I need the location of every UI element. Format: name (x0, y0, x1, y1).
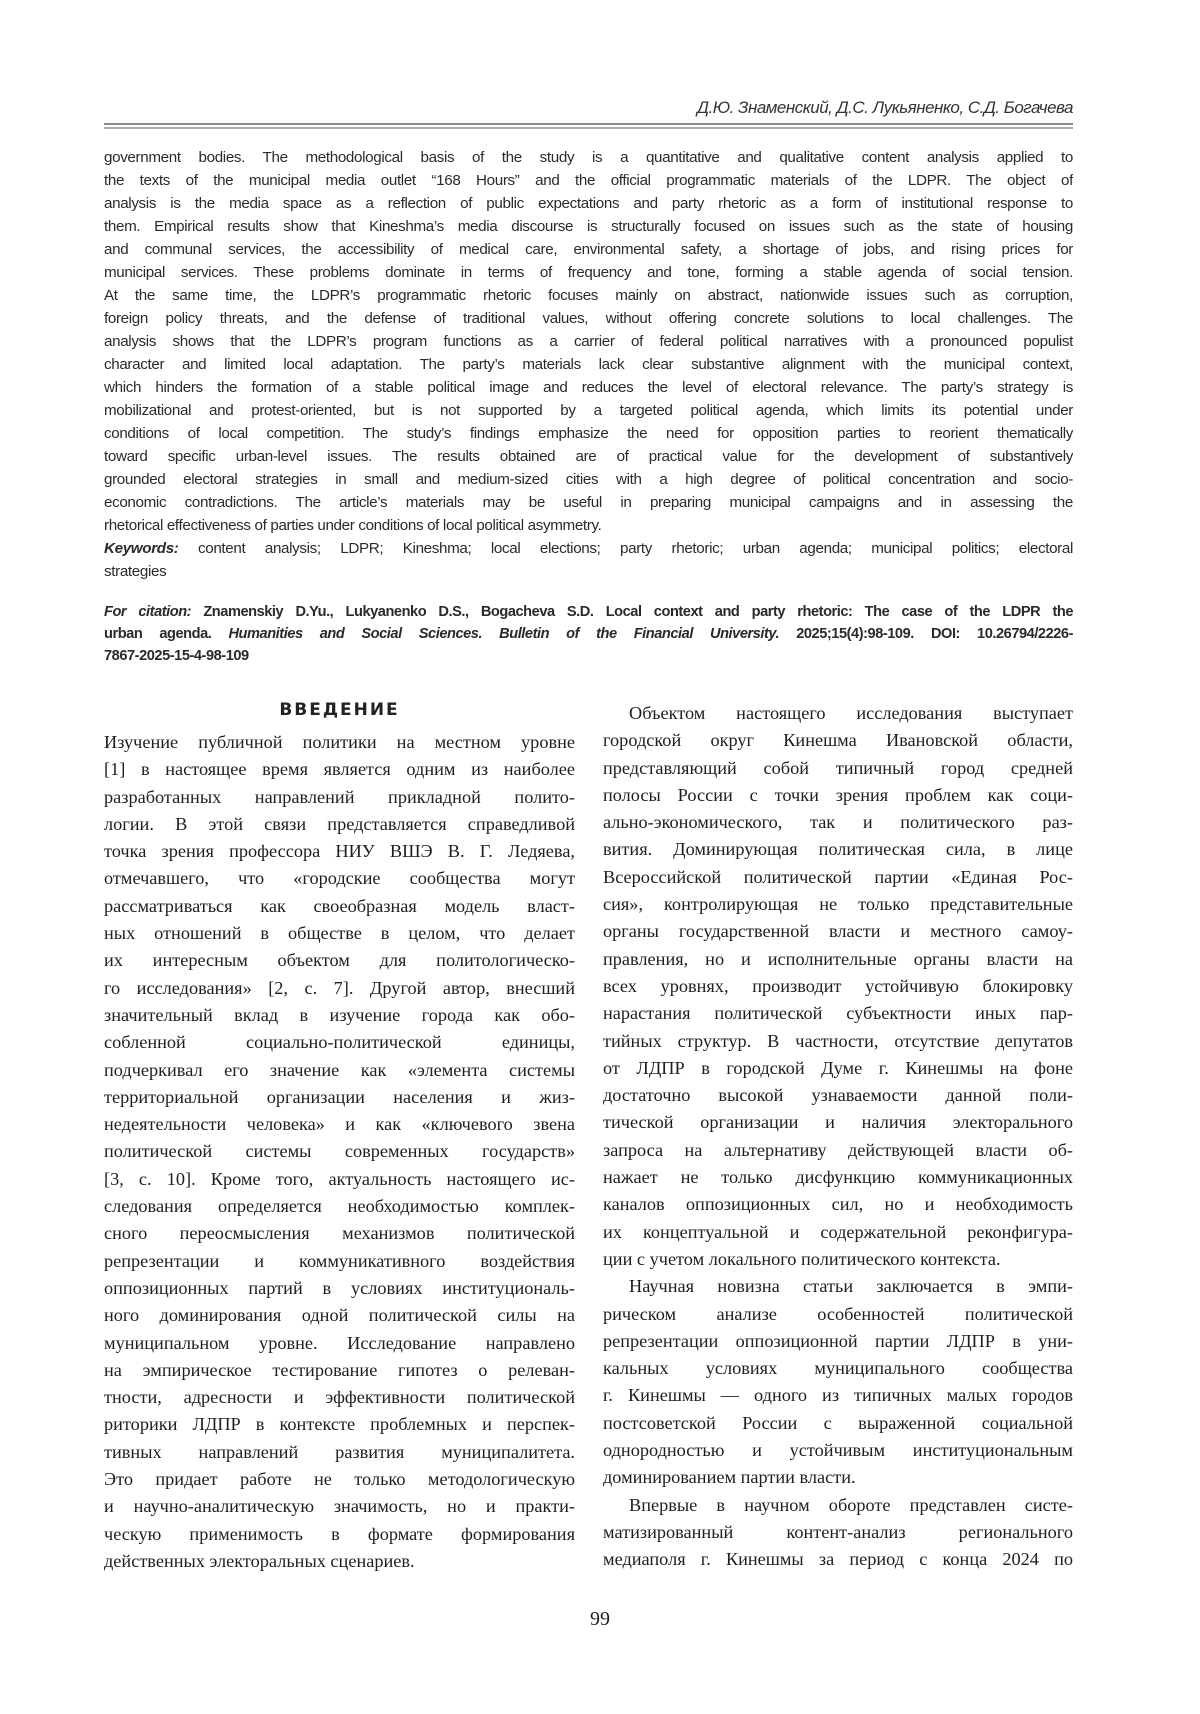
text-line: доминированием партии власти. (603, 1464, 1073, 1491)
text-line: однородностью и устойчивым институциональным (603, 1437, 1073, 1464)
citation-journal: Humanities and Social Sciences. Bulletin of the Financial University. (228, 626, 779, 642)
text-line: нарастания политической субъектности иных пар- (603, 1000, 1073, 1027)
text-line: матизированный контент-анализ регионального (603, 1519, 1073, 1546)
text-line: достаточно высокой узнаваемости данной поли- (603, 1082, 1073, 1109)
text-line: представляющий собой типичный город средней (603, 755, 1073, 782)
text-line: кальных условиях муниципального сообщества (603, 1355, 1073, 1382)
abstract-line: the texts of the municipal media outlet “168 Hours” and the official programmatic materials of the LDPR. The object of (104, 169, 1073, 192)
text-line: репрезентации оппозиционной партии ЛДПР в уни- (603, 1328, 1073, 1355)
text-line: политической системы современных государств» (104, 1138, 575, 1165)
text-line: каналов оппозиционных сил, но и необходимость (603, 1191, 1073, 1218)
text-line: го исследования» [2, с. 7]. Другой автор, внесший (104, 975, 575, 1002)
text-line: медиаполя г. Кинешмы за период с конца 2024 по (603, 1546, 1073, 1573)
text-line: постсоветской России с выраженной социальной (603, 1410, 1073, 1437)
text-line: Изучение публичной политики на местном уровне (104, 729, 575, 756)
abstract-line: toward specific urban-level issues. The results obtained are of practical value for the development of substantively (104, 445, 1073, 468)
text-line: сия», контролирующая не только представительные (603, 891, 1073, 918)
text-line: нажает не только дисфункцию коммуникационных (603, 1164, 1073, 1191)
text-line: следования определяется необходимостью комплек- (104, 1193, 575, 1220)
text-line: ческую применимость в формате формирования (104, 1521, 575, 1548)
text-line: [1] в настоящее время является одним из наиболее (104, 756, 575, 783)
paragraph (603, 1273, 1073, 1491)
citation-label: For citation: (104, 604, 191, 620)
text-line: сного переосмысления механизмов политической (104, 1220, 575, 1247)
text-line: от ЛДПР в городской Думе г. Кинешмы на фоне (603, 1055, 1073, 1082)
keywords-text: content analysis; LDPR; Kineshma; local elections; party rhetoric; urban agenda; municipal politics; electoral (179, 540, 1074, 557)
text-line: ции с учетом локального политического контекста. (603, 1246, 1073, 1273)
text-line: полосы России с точки зрения проблем как соци- (603, 782, 1073, 809)
paragraph (603, 700, 1073, 1273)
text-line: их концептуальной и содержательной реконфигура- (603, 1219, 1073, 1246)
citation-doi: 2025;15(4):98-109. DOI: 10.26794/2226- (779, 626, 1073, 642)
text-line: Объектом настоящего исследования выступает (603, 700, 1073, 727)
header-rule (104, 127, 1073, 129)
citation (104, 601, 1073, 667)
text-line: риторики ЛДПР в контексте проблемных и перспек- (104, 1411, 575, 1438)
citation-line (104, 601, 1073, 623)
keywords-line (104, 537, 1073, 560)
text-line: недеятельности человека» и как «ключевого звена (104, 1111, 575, 1138)
text-line: рическом анализе особенностей политической (603, 1301, 1073, 1328)
header-rule (104, 123, 1073, 125)
citation-authors-title: Znamenskiy D.Yu., Lukyanenko D.S., Bogacheva S.D. Local context and party rhetoric: The case of the LDPR the (191, 604, 1073, 620)
text-line: г. Кинешмы — одного из типичных малых городов (603, 1382, 1073, 1409)
abstract-line: which hinders the formation of a stable political image and reduces the level of electoral relevance. The party’s strategy is (104, 376, 1073, 399)
text-line: тической организации и наличия электорального (603, 1109, 1073, 1136)
text-line: ного доминирования одной политической силы на (104, 1302, 575, 1329)
abstract-line: and communal services, the accessibility of medical care, environmental safety, a shortage of jobs, and rising prices for (104, 238, 1073, 261)
text-line: территориальной организации населения и жиз- (104, 1084, 575, 1111)
text-line: и научно-аналитическую значимость, но и практи- (104, 1493, 575, 1520)
paragraph (104, 729, 575, 1575)
text-line: органы государственной власти и местного самоу- (603, 918, 1073, 945)
abstract-line: government bodies. The methodological basis of the study is a quantitative and qualitative content analysis applied to (104, 146, 1073, 169)
text-line: тивных направлений развития муниципалитета. (104, 1439, 575, 1466)
text-line: запроса на альтернативу действующей власти об- (603, 1137, 1073, 1164)
text-line: логии. В этой связи представляется справедливой (104, 811, 575, 838)
text-line: Впервые в научном обороте представлен систе- (603, 1492, 1073, 1519)
section-heading: ВВЕДЕНИЕ (104, 700, 575, 720)
abstract-line: rhetorical effectiveness of parties under conditions of local political asymmetry. (104, 514, 1073, 537)
text-line: вития. Доминирующая политическая сила, в лице (603, 836, 1073, 863)
abstract-line: grounded electoral strategies in small and medium-sized cities with a high degree of political concentration and socio- (104, 468, 1073, 491)
text-line: действенных электоральных сценариев. (104, 1548, 575, 1575)
left-column (104, 729, 575, 1575)
abstract-line: mobilizational and protest-oriented, but is not supported by a targeted political agenda, which limits its potential under (104, 399, 1073, 422)
abstract-text (104, 146, 1073, 537)
abstract-line: economic contradictions. The article’s materials may be useful in preparing municipal campaigns and in assessing the (104, 491, 1073, 514)
text-line: тности, адресности и эффективности политической (104, 1384, 575, 1411)
text-line: точка зрения профессора НИУ ВШЭ В. Г. Ледяева, (104, 838, 575, 865)
abstract-line: conditions of local competition. The study’s findings emphasize the need for opposition parties to reorient thematically (104, 422, 1073, 445)
text-line: отмечавшего, что «городские сообщества могут (104, 865, 575, 892)
abstract-line: character and limited local adaptation. The party’s materials lack clear substantive alignment with the municipal context, (104, 353, 1073, 376)
abstract (104, 146, 1073, 583)
text-line: разработанных направлений прикладной полито- (104, 784, 575, 811)
text-line: на эмпирическое тестирование гипотез о релеван- (104, 1357, 575, 1384)
text-line: ально-экономического, так и политического раз- (603, 809, 1073, 836)
text-line: [3, с. 10]. Кроме того, актуальность настоящего ис- (104, 1166, 575, 1193)
text-line: ных отношений в обществе в целом, что делает (104, 920, 575, 947)
citation-doi-end: 7867-2025-15-4-98-109 (104, 645, 1073, 667)
abstract-line: foreign policy threats, and the defense of traditional values, without offering concrete solutions to local challenges. The (104, 307, 1073, 330)
text-line: городской округ Кинешма Ивановской области, (603, 727, 1073, 754)
page-number: 99 (0, 1608, 1200, 1631)
keywords-line: strategies (104, 560, 1073, 583)
citation-line (104, 623, 1073, 645)
text-line: подчеркивал его значение как «элемента системы (104, 1057, 575, 1084)
abstract-line: analysis shows that the LDPR’s program functions as a carrier of federal political narratives with a pronounced populist (104, 330, 1073, 353)
abstract-line: municipal services. These problems dominate in terms of frequency and tone, forming a stable agenda of social tension. (104, 261, 1073, 284)
running-header-authors: Д.Ю. Знаменский, Д.С. Лукьяненко, С.Д. Богачева (697, 98, 1073, 118)
citation-title-end: urban agenda. (104, 626, 228, 642)
text-line: оппозиционных партий в условиях институциональ- (104, 1275, 575, 1302)
abstract-line: At the same time, the LDPR’s programmatic rhetoric focuses mainly on abstract, nationwide issues such as corruption, (104, 284, 1073, 307)
text-line: правления, но и исполнительные органы власти на (603, 946, 1073, 973)
text-line: Научная новизна статьи заключается в эмпи- (603, 1273, 1073, 1300)
right-column (603, 700, 1073, 1574)
keywords-label: Keywords: (104, 540, 179, 557)
text-line: значительный вклад в изучение города как обо- (104, 1002, 575, 1029)
text-line: собленной социально-политической единицы, (104, 1029, 575, 1056)
text-line: тийных структур. В частности, отсутствие депутатов (603, 1028, 1073, 1055)
text-line: репрезентации и коммуникативного воздействия (104, 1248, 575, 1275)
abstract-line: analysis is the media space as a reflection of public expectations and party rhetoric as a form of institutional response to (104, 192, 1073, 215)
text-line: их интересным объектом для политологическо- (104, 947, 575, 974)
abstract-line: them. Empirical results show that Kineshma’s media discourse is structurally focused on issues such as the state of housing (104, 215, 1073, 238)
text-line: Это придает работе не только методологическую (104, 1466, 575, 1493)
text-line: Всероссийской политической партии «Единая Рос- (603, 864, 1073, 891)
text-line: рассматриваться как своеобразная модель власт- (104, 893, 575, 920)
text-line: всех уровнях, производит устойчивую блокировку (603, 973, 1073, 1000)
paragraph (603, 1492, 1073, 1574)
text-line: муниципальном уровне. Исследование направлено (104, 1330, 575, 1357)
